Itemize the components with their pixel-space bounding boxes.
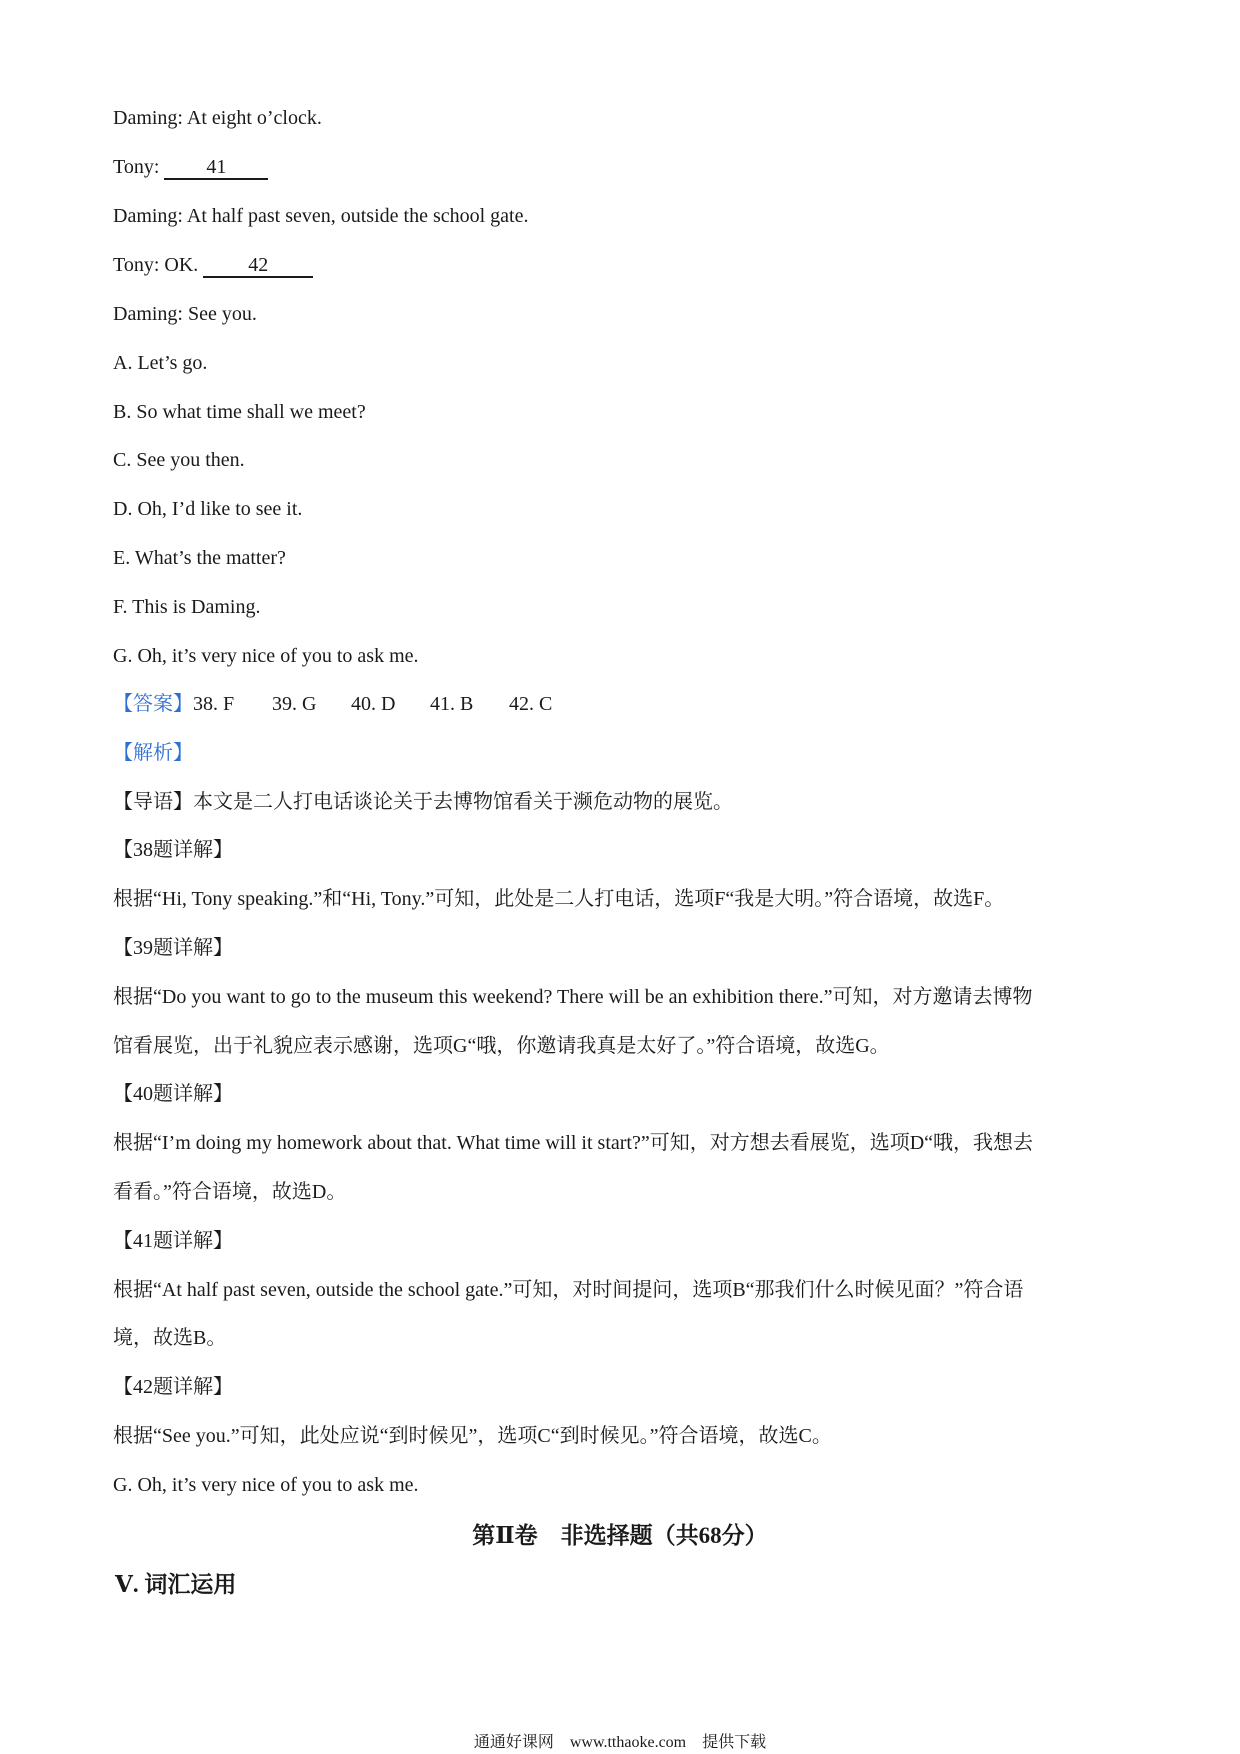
option-item: D. Oh, I’d like to see it. bbox=[113, 498, 303, 520]
option-item: B. So what time shall we meet? bbox=[113, 401, 366, 423]
q41-title: 【41题详解】 bbox=[113, 1230, 233, 1252]
answer-label: 【答案】 bbox=[113, 693, 193, 715]
speaker-prefix: Tony: OK. bbox=[113, 254, 204, 276]
answer-line bbox=[113, 690, 588, 718]
part2-heading: 第Ⅱ卷 非选择题（共68分） bbox=[472, 1523, 768, 1548]
option-item: A. Let’s go. bbox=[113, 352, 208, 374]
answer-item: 42. C bbox=[509, 693, 553, 715]
q38-title: 【38题详解】 bbox=[113, 839, 233, 861]
q42-title: 【42题详解】 bbox=[113, 1376, 233, 1398]
q39-text: 根据“Do you want to go to the museum this weekend? There will be an exhibition there.”可知，对方邀请去博物 bbox=[113, 986, 1033, 1008]
option-item: C. See you then. bbox=[113, 449, 245, 471]
dialogue-line bbox=[113, 153, 268, 181]
answer-item: 40. D bbox=[351, 693, 396, 715]
q41-text: 根据“At half past seven, outside the school gate.”可知，对时间提问，选项B“那我们什么时候见面？”符合语 bbox=[113, 1279, 1024, 1301]
q38-text: 根据“Hi, Tony speaking.”和“Hi, Tony.”可知，此处是二人打电话，选项F“我是大明。”符合语境，故选F。 bbox=[113, 888, 1005, 910]
option-item: G. Oh, it’s very nice of you to ask me. bbox=[113, 645, 419, 667]
option-item: F. This is Daming. bbox=[113, 596, 261, 618]
answer-blank: 41 bbox=[164, 156, 268, 180]
dialogue-line: Daming: See you. bbox=[113, 303, 257, 325]
dialogue-line: Daming: At half past seven, outside the school gate. bbox=[113, 205, 529, 227]
q41-text: 境，故选B。 bbox=[113, 1327, 227, 1349]
speaker-prefix: Tony: bbox=[113, 156, 165, 178]
option-item: E. What’s the matter? bbox=[113, 547, 286, 569]
answer-blank: 42 bbox=[203, 254, 313, 278]
q39-title: 【39题详解】 bbox=[113, 937, 233, 959]
section-title: Ⅴ. 词汇运用 bbox=[115, 1572, 237, 1597]
trailing-option: G. Oh, it’s very nice of you to ask me. bbox=[113, 1474, 419, 1496]
footer-source: 通通好课网 www.tthaoke.com 提供下载 bbox=[473, 1734, 767, 1751]
q40-text: 根据“I’m doing my homework about that. What time will it start?”可知，对方想去看展览，选项D“哦，我想去 bbox=[113, 1132, 1034, 1154]
analysis-label: 【解析】 bbox=[113, 742, 193, 764]
answer-item: 41. B bbox=[430, 693, 474, 715]
answer-item: 39. G bbox=[272, 693, 317, 715]
q40-text: 看看。”符合语境，故选D。 bbox=[113, 1181, 347, 1203]
q42-text: 根据“See you.”可知，此处应说“到时候见”，选项C“到时候见。”符合语境，故选C。 bbox=[113, 1425, 832, 1447]
q39-text: 馆看展览，出于礼貌应表示感谢，选项G“哦，你邀请我真是太好了。”符合语境，故选G。 bbox=[113, 1035, 890, 1057]
q40-title: 【40题详解】 bbox=[113, 1083, 233, 1105]
analysis-intro: 【导语】本文是二人打电话谈论关于去博物馆看关于濒危动物的展览。 bbox=[113, 791, 733, 813]
dialogue-line: Daming: At eight o’clock. bbox=[113, 107, 322, 129]
answer-item: 38. F bbox=[193, 693, 235, 715]
dialogue-line bbox=[113, 251, 313, 279]
